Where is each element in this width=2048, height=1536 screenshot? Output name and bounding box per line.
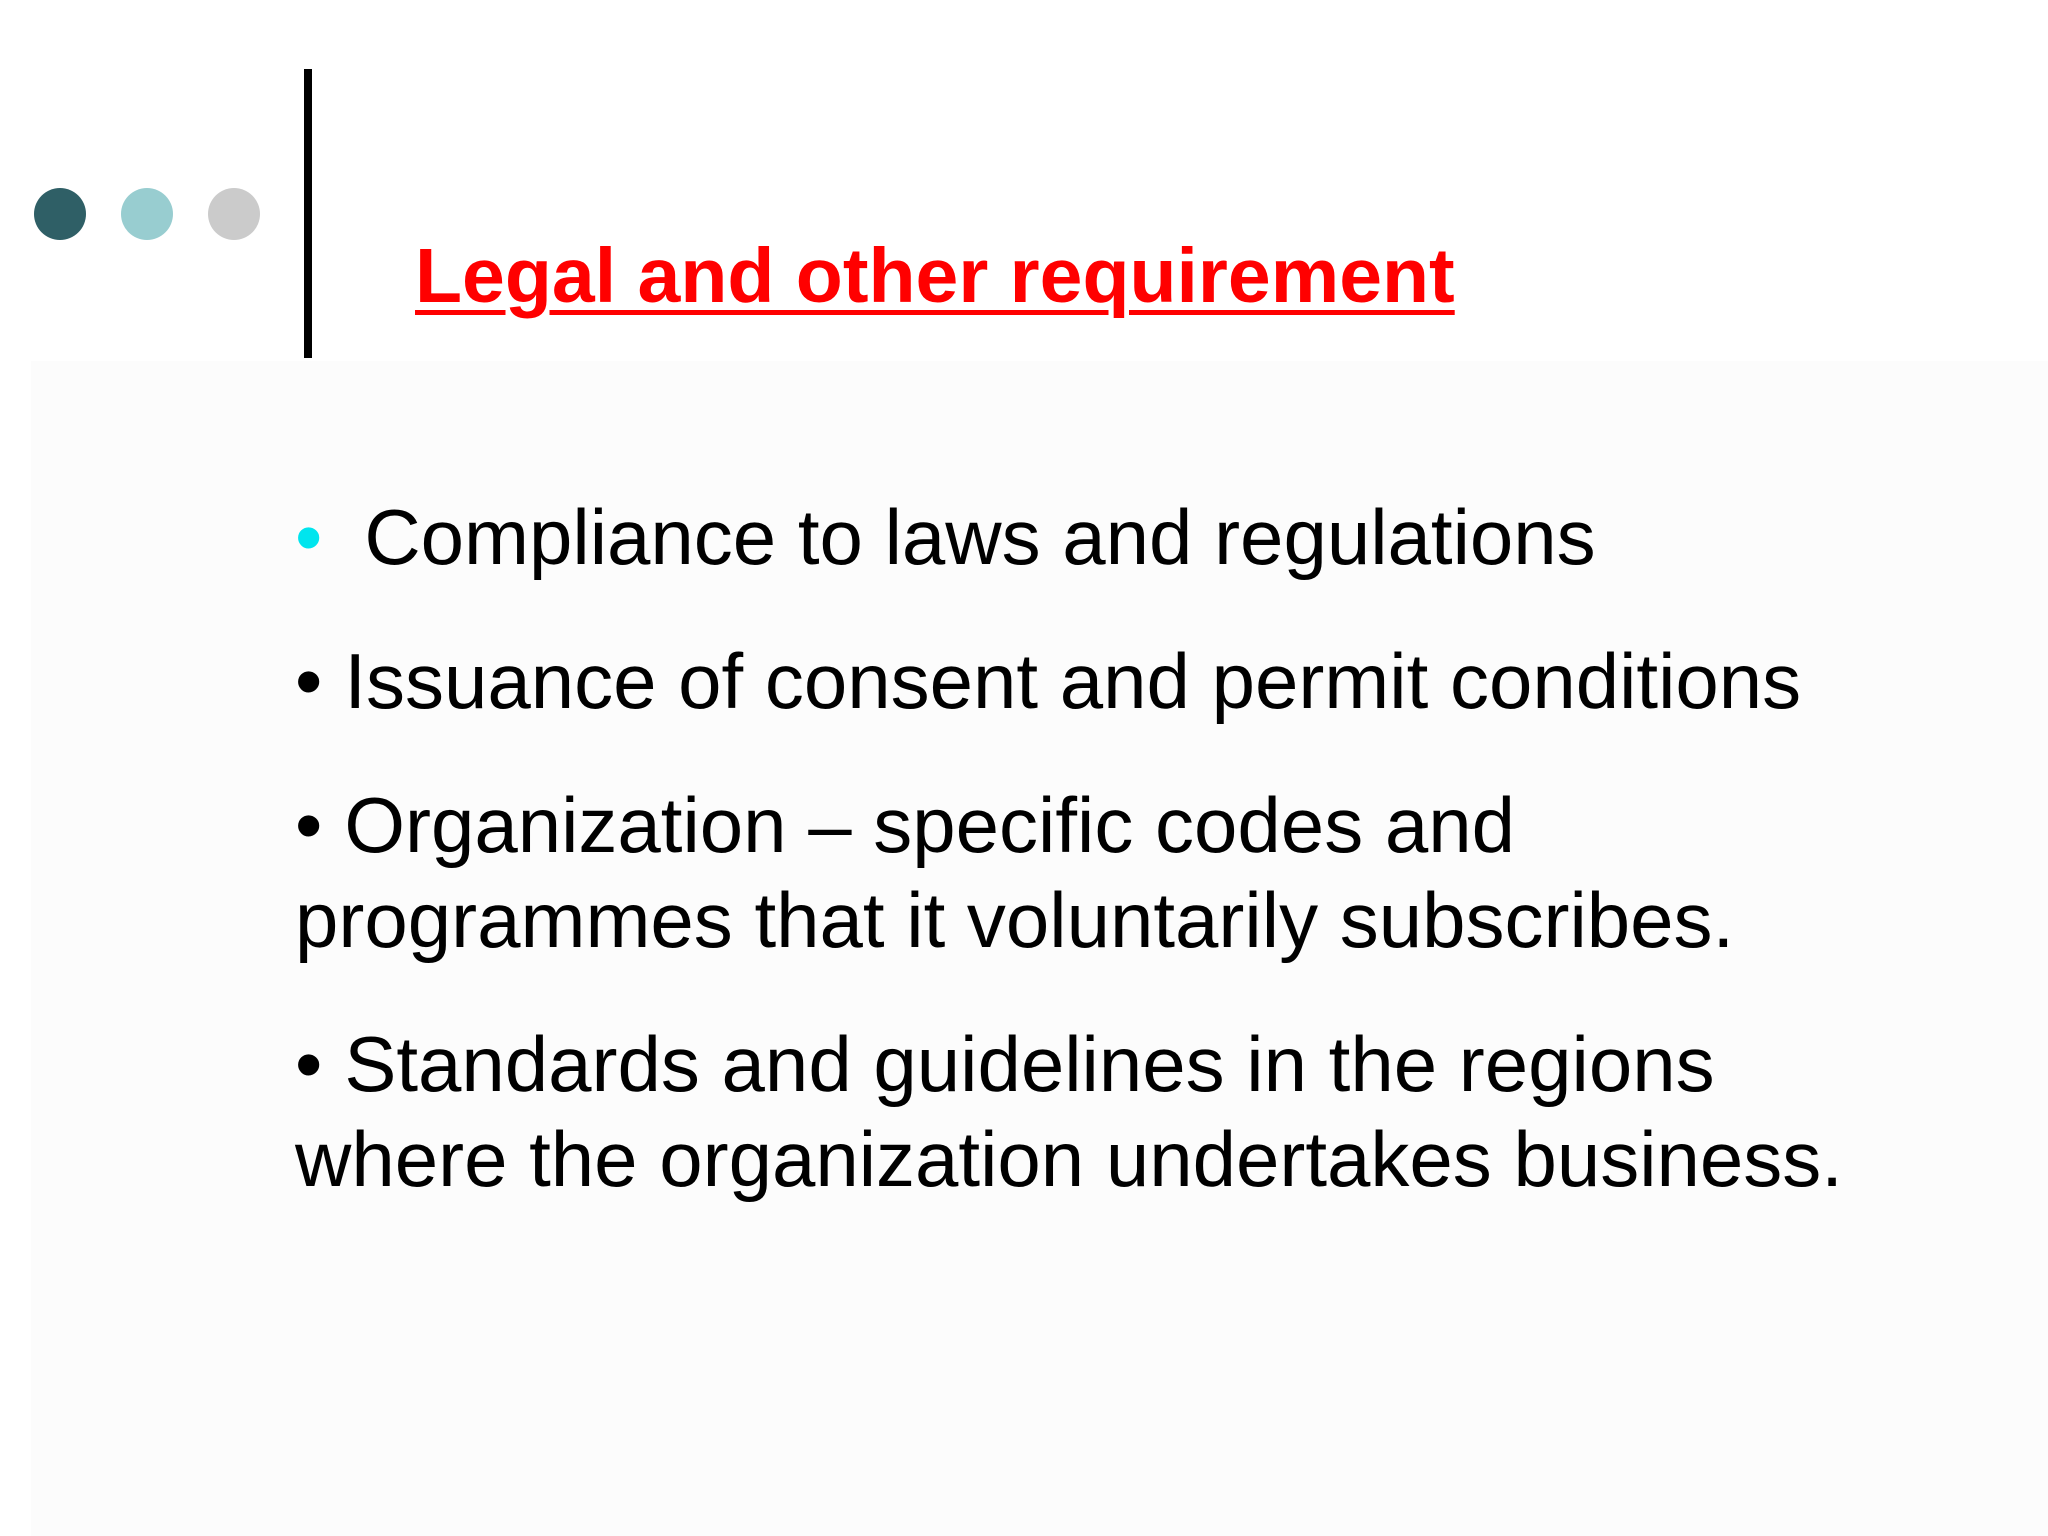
bullet-text-line: Compliance to laws and regulations [364,493,1596,581]
light-teal-dot [121,188,173,240]
slide-title: Legal and other requirement [415,233,1455,319]
bullet-item-organization [295,778,1734,968]
bullet-text-line: where the organization undertakes business. [295,1115,1843,1203]
gray-dot [208,188,260,240]
bullet-item-compliance [295,490,1596,585]
bullet-item-issuance [295,634,1801,729]
bullet-icon: • [295,637,323,725]
bullet-text-line: programmes that it voluntarily subscribes. [295,876,1735,964]
dark-teal-dot [34,188,86,240]
bullet-icon: • [295,781,323,869]
bullet-item-standards [295,1017,1843,1207]
cyan-bullet-icon: • [295,493,323,581]
bullet-text-line: Issuance of consent and permit conditions [344,637,1802,725]
bullet-text-line: Standards and guidelines in the regions [344,1020,1715,1108]
bullet-icon: • [295,1020,323,1108]
bullet-text-line: Organization – specific codes and [344,781,1515,869]
vertical-divider [304,69,312,358]
